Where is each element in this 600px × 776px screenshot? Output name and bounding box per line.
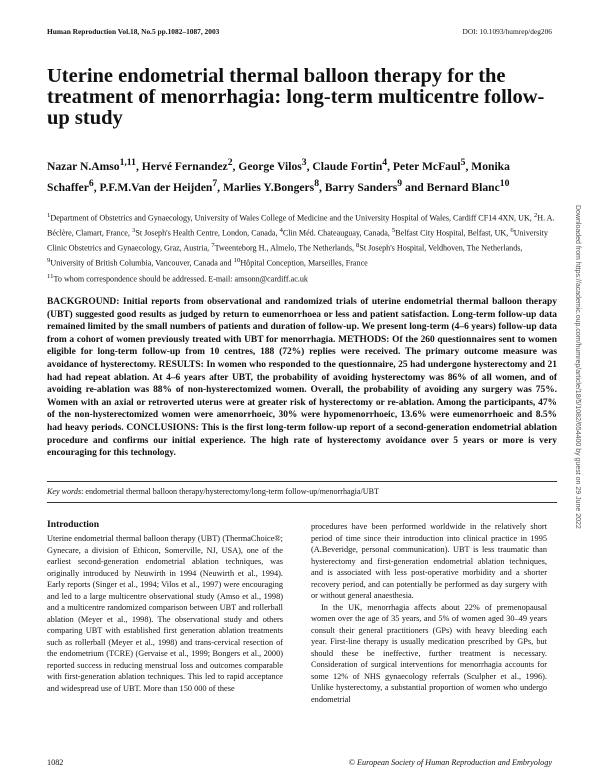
copyright-note: © European Society of Human Reproduction and Embryology bbox=[348, 758, 552, 767]
download-watermark: Downloaded from https://academic.oup.com/humrep/article/18/5/1082/654400 by guest on 29 June 2022 bbox=[574, 205, 581, 529]
keywords-label: Key words bbox=[47, 487, 82, 496]
affiliation-text: Hôpital Conception, Marseilles, France bbox=[240, 258, 368, 268]
affiliation-text: University Clinic Obstetrics and Gynaecology, Graz, Austria, bbox=[47, 228, 548, 253]
article-title: Uterine endometrial thermal balloon therapy for the treatment of menorrhagia: long-term multicentre follow-up study bbox=[47, 65, 545, 129]
page-number: 1082 bbox=[47, 758, 64, 767]
intro-paragraph-2: procedures have been performed worldwide in the relatively short period of time since their introduction into clinical practice in 1995 (A.Beveridge, personal communication). UBT is less traumatic than hysterectomy and first-generation endometrial ablation techniques, and is associated with less post-operative morbidity and a shorter recovery period, and can potentially be performed as day surgery with or without general anaesthesia. bbox=[311, 522, 547, 600]
intro-paragraph-1: Uterine endometrial thermal balloon therapy (UBT) (ThermaChoice®; Gynecare, a division of Ethicon, Somerville, NJ, USA), one of the earliest second-generation endometrial ablation techniques, was originally introduced by Neuwirth in 1994 (Neuwirth et al., 1994). Early reports (Singer et al., 1994; Vilos et al., 1997) were encouraging and led to a large multicentre observational study (Amso et al., 1998) and a multicentre randomized comparison between UBT and rollerball ablation (Meyer et al., 1998). The observational study and others comparing UBT with established first generation ablation treatments such as rollerball (Meyer et al., 1998) and trans-cervical resection of the endometrium (TCRE) (Gervaise et al., 1999; Bongers et al., 2000) reported success in reducing menstrual loss and outcomes comparable with first-generation ablation techniques. This led to rapid acceptance and widespread use of UBT. More than 150 000 of these bbox=[47, 534, 283, 693]
author-affiliation-mark: 1,11 bbox=[119, 157, 136, 168]
journal-citation: Human Reproduction Vol.18, No.5 pp.1082–1087, 2003 bbox=[47, 27, 220, 36]
author-affiliation-mark: 5 bbox=[460, 157, 466, 168]
affiliation-text: Belfast City Hospital, Belfast, UK, bbox=[395, 228, 511, 238]
affiliation-text: Tweenteborg H., Almelo, The Netherlands, bbox=[214, 243, 357, 253]
affiliation-number: 1 bbox=[47, 212, 51, 219]
divider-top bbox=[47, 481, 557, 482]
author-name: Monika Schaffer bbox=[47, 159, 510, 194]
affiliation-text: Department of Obstetrics and Gynaecology, University of Wales College of Medicine and the University Hospital of Wales, Cardiff CF14 4XN, UK, bbox=[50, 213, 534, 223]
author-affiliation-mark: 4 bbox=[382, 157, 388, 168]
author-affiliation-mark: 9 bbox=[397, 177, 403, 189]
affiliations bbox=[47, 210, 557, 270]
affiliation-number: 6 bbox=[510, 227, 514, 235]
affiliation-number: 8 bbox=[356, 242, 360, 250]
section-heading-introduction: Introduction bbox=[47, 519, 100, 530]
divider-bottom bbox=[47, 502, 557, 503]
keywords-text: : endometrial thermal balloon therapy/hysterectomy/long-term follow-up/menorrhagia/UBT bbox=[81, 487, 379, 496]
affiliation-number: 5 bbox=[391, 227, 396, 235]
correspondence-text: To whom correspondence should be addressed. E-mail: amsonn@cardiff.ac.uk bbox=[53, 274, 308, 284]
author-affiliation-mark: 3 bbox=[301, 157, 307, 168]
affiliation-number: 10 bbox=[233, 257, 241, 265]
affiliation-text: St Joseph's Health Centre, London, Canada, bbox=[135, 228, 280, 238]
author-name: Barry Sanders bbox=[324, 180, 398, 194]
author-list: Nazar N.Amso$^{1,11}$, Hervé Fernandez$^2$, George Vilos$^3$, Claude Fortin$^4$, Peter McFaul$^5$, Monika Schaffer$^6$, P.F.M.Van der Heijden$^7$, Marlies Y.Bongers$^8$, Barry Sanders$^9$ and Bernard Blanc$^{10}$ bbox=[47, 157, 510, 194]
author-name: Peter McFaul bbox=[392, 159, 461, 173]
intro-paragraph-3: In the UK, menorrhagia affects about 22% of premenopausal women over the age of 35 years, and 5% of women aged 30–49 years consult their general practitioners (GPs) with heavy bleeding each year. First-line therapy is usually medication prescribed by GPs, but should these be ineffective, further treatment is necessary. Consideration of surgical interventions for menorrhagia accounts for some 12% of NHS gynaecology referrals (Sculpher et al., 1996). Unlike hysterectomy, a substantial proportion of women who undergo endometrial bbox=[311, 602, 547, 704]
keywords bbox=[47, 487, 557, 496]
affiliation-number: 4 bbox=[279, 227, 283, 235]
author-affiliation-mark: 6 bbox=[88, 177, 94, 189]
affiliation-number: 9 bbox=[47, 257, 51, 265]
author-name: Marlies Y.Bongers bbox=[222, 180, 315, 194]
author-name: Hervé Fernandez bbox=[141, 159, 228, 173]
abstract: BACKGROUND: Initial reports from observational and randomized trials of uterine endometrial thermal balloon therapy (UBT) suggested good results as judged by return to eumenorrhoea or less and patient satisfaction. Long-term follow-up data remained limited by the small numbers of patients and duration of follow-up. We present long-term (4–6 years) follow-up data from a cohort of women previously treated with UBT for menorrhagia. METHODS: Of the 260 questionnaires sent to women eligible for long-term follow-up from 10 centres, 188 (72%) replies were received. The primary outcome measure was avoidance of hysterectomy. RESULTS: In women who responded to the questionnaire, 25 had undergone hysterectomy and 21 had had repeat ablation. At 4–6 years after UBT, the probability of avoiding hysterectomy was 86% of all women, and of avoiding re-ablation was 88% of non-hysterectomized women. Overall, the probability of avoiding any surgery was 75%. Women with an axial or retroverted uterus were at greater risk of hysterectomy or re-ablation. Among the participants, 47% of the non-hysterectomized women were amenorrhoeic, 30% were hypomenorrhoeic, 13.6% were eumenorrhoeic and 8.5% had heavy periods. CONCLUSIONS: This is the first long-term follow-up report of a second-generation endometrial ablation procedure and confirms our initial experience. The high rate of hysterectomy avoidance over 5 years or more is very encouraging for this technology. bbox=[47, 297, 557, 459]
author-affiliation-mark: 10 bbox=[499, 177, 510, 189]
affiliation-number: 3 bbox=[131, 227, 136, 235]
body-column-left bbox=[47, 533, 283, 694]
author-name: George Vilos bbox=[238, 159, 302, 173]
affiliation-number: 7 bbox=[211, 242, 215, 250]
affiliation-text: Clin Méd. Chateauguay, Canada, bbox=[282, 228, 392, 238]
author-affiliation-mark: 2 bbox=[227, 157, 233, 168]
affiliation-text: University of British Columbia, Vancouver, Canada and bbox=[50, 258, 234, 268]
author-name: Nazar N.Amso bbox=[47, 159, 120, 173]
doi[interactable]: DOI: 10.1093/humrep/deg206 bbox=[462, 27, 552, 36]
author-name: P.F.M.Van der Heijden bbox=[99, 180, 213, 194]
author-affiliation-mark: 8 bbox=[314, 177, 320, 189]
author-name: Claude Fortin bbox=[312, 159, 383, 173]
affiliation-text: H. A. Béclère, Clamart, France, bbox=[47, 213, 555, 238]
body-column-right bbox=[311, 521, 547, 705]
author-name: Bernard Blanc bbox=[426, 180, 500, 194]
affiliation-text: St Joseph's Hospital, Veldhoven, The Netherlands, bbox=[359, 243, 523, 253]
correspondence-note bbox=[47, 273, 557, 284]
affiliation-number: 2 bbox=[533, 212, 538, 219]
correspondence-number: 11 bbox=[47, 273, 54, 280]
author-affiliation-mark: 7 bbox=[212, 177, 218, 189]
